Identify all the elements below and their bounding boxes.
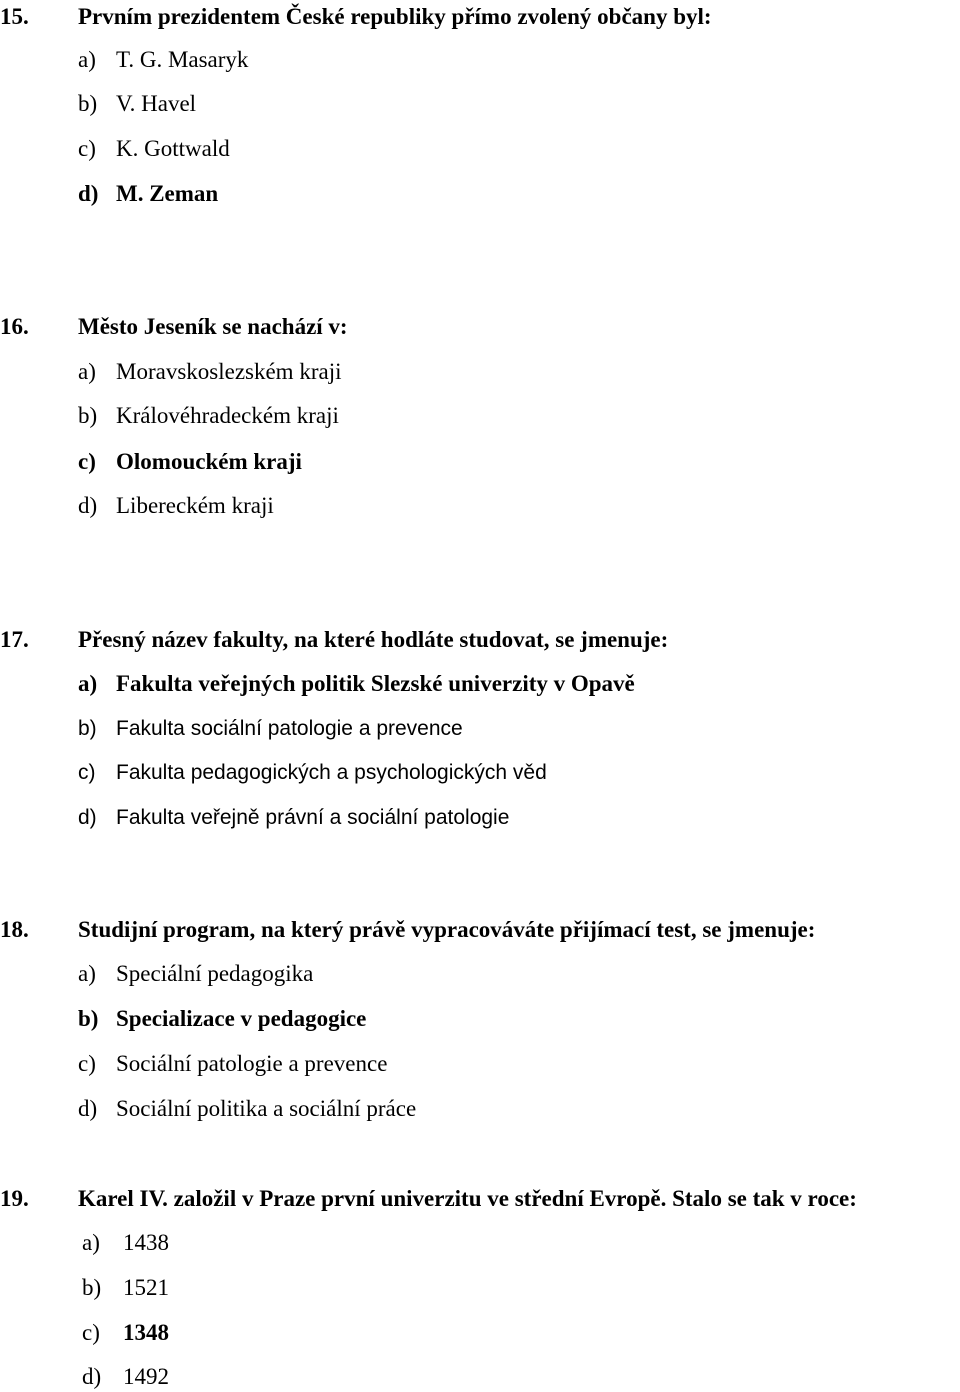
option-letter: c) bbox=[78, 449, 96, 474]
option-text-correct: 1348 bbox=[123, 1320, 169, 1345]
option-letter: d) bbox=[78, 181, 99, 206]
option-letter: a) bbox=[78, 671, 98, 696]
option-letter: c) bbox=[78, 1051, 96, 1076]
option-letter: b) bbox=[78, 403, 98, 428]
option-text: Sociální politika a sociální práce bbox=[116, 1096, 417, 1121]
question-text: Přesný název fakulty, na které hodláte studovat, se jmenuje: bbox=[78, 627, 669, 652]
option-letter: a) bbox=[82, 1230, 100, 1255]
question-text: Město Jeseník se nachází v: bbox=[78, 314, 348, 339]
option-letter: d) bbox=[82, 1364, 102, 1389]
option-text: Fakulta pedagogických a psychologických věd bbox=[116, 761, 547, 784]
option-text: Moravskoslezském kraji bbox=[116, 359, 342, 384]
option-letter: d) bbox=[78, 806, 97, 829]
option-text: Libereckém kraji bbox=[116, 493, 274, 518]
option-text-correct: Olomouckém kraji bbox=[116, 449, 302, 474]
question-number: 18. bbox=[0, 917, 29, 942]
option-letter: b) bbox=[78, 1006, 99, 1031]
option-text-correct: M. Zeman bbox=[116, 181, 219, 206]
question-number: 19. bbox=[0, 1186, 29, 1211]
option-text: K. Gottwald bbox=[116, 136, 230, 161]
option-text: Speciální pedagogika bbox=[116, 961, 314, 986]
option-text: V. Havel bbox=[116, 91, 197, 116]
option-text: 1492 bbox=[123, 1364, 169, 1389]
option-letter: a) bbox=[78, 961, 96, 986]
option-text: 1521 bbox=[123, 1275, 169, 1300]
option-text-correct: Specializace v pedagogice bbox=[116, 1006, 367, 1031]
option-letter: b) bbox=[78, 91, 98, 116]
option-letter: b) bbox=[82, 1275, 102, 1300]
option-text: T. G. Masaryk bbox=[116, 47, 249, 72]
question-text: Studijní program, na který právě vypracováváte přijímací test, se jmenuje: bbox=[78, 917, 816, 942]
option-letter: a) bbox=[78, 359, 96, 384]
question-text: Prvním prezidentem České republiky přímo zvolený občany byl: bbox=[78, 4, 712, 29]
option-letter: c) bbox=[78, 761, 96, 784]
option-text: Sociální patologie a prevence bbox=[116, 1051, 388, 1076]
option-letter: d) bbox=[78, 1096, 98, 1121]
question-number: 15. bbox=[0, 4, 29, 29]
option-letter: d) bbox=[78, 493, 98, 518]
question-number: 17. bbox=[0, 627, 29, 652]
option-letter: c) bbox=[82, 1320, 100, 1345]
question-number: 16. bbox=[0, 314, 29, 339]
option-letter: c) bbox=[78, 136, 96, 161]
option-letter: a) bbox=[78, 47, 96, 72]
option-text: Fakulta veřejně právní a sociální patologie bbox=[116, 806, 510, 829]
question-text: Karel IV. založil v Praze první univerzitu ve střední Evropě. Stalo se tak v roce: bbox=[78, 1186, 857, 1211]
option-text: Fakulta sociální patologie a prevence bbox=[116, 717, 463, 740]
option-text: Královéhradeckém kraji bbox=[116, 403, 339, 428]
option-text: 1438 bbox=[123, 1230, 169, 1255]
option-text-correct: Fakulta veřejných politik Slezské univerzity v Opavě bbox=[116, 671, 635, 696]
option-letter: b) bbox=[78, 717, 97, 740]
